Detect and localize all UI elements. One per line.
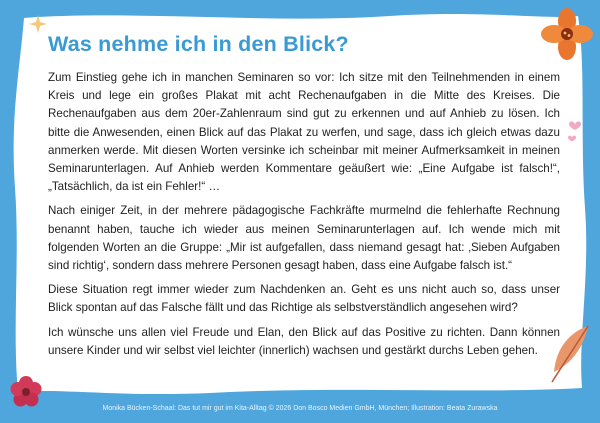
page-title: Was nehme ich in den Blick? <box>48 32 349 56</box>
feather-icon <box>548 322 596 386</box>
content-card <box>10 8 590 399</box>
footer-credit: Monika Bücken-Schaal: Das tut mir gut im Kita-Alltag © 2026 Don Bosco Medien GmbH, München; Illustration: Beata Zurawska <box>102 405 498 412</box>
orange-flower-icon <box>540 6 594 62</box>
paragraph-1: Zum Einstieg gehe ich in manchen Seminaren so vor: Ich sitze mit den Teilnehmenden in einem Kreis und lege ein großes Plakat mit acht Rechenaufgaben in die Mitte des Kreises. Die Rechenaufgaben aus dem 20er-Zahlenraum sind gut zu erkennen und auf Anhieb zu lösen. Ich bitte die Anwesenden, einen Blick auf das Plakat zu werfen, und sage, dass ich gleich etwas dazu anmerken werde. Mit diesen Worten versinke ich scheinbar mit meiner Aufmerksamkeit in meinen Seminarunterlagen. Auf Anhieb werden Kommentare geäußert wie: „Eine Aufgabe ist falsch!“, „Tatsächlich, da ist ein Fehler!“ … <box>48 71 560 194</box>
heart-icon <box>566 116 584 146</box>
paragraph-3: Diese Situation regt immer wieder zum Nachdenken an. Geht es uns nicht auch so, dass unser Blick spontan auf das Falsche fällt und das Richtige als selbstverständlich angesehen wird? <box>48 283 560 315</box>
paragraph-2: Nach einiger Zeit, in der mehrere pädagogische Fachkräfte murmelnd die fehlerhafte Rechnung benannt haben, tauche ich wieder aus meinen Seminarunterlagen auf. Ich wende mich mit folgenden Worten an die Gruppe: „Mir ist aufgefallen, dass niemand gesagt hat: ‚Sieben Aufgaben sind richtig‘, sondern dass mehrere Personen gesagt haben, dass eine Aufgabe falsch ist.“ <box>48 204 560 273</box>
star-icon <box>28 14 48 34</box>
paragraph-4: Ich wünsche uns allen viel Freude und Elan, den Blick auf das Positive zu richten. Dann können unsere Kinder und wir selbst viel leichter (innerlich) wachsen und gestärkt durchs Leben gehen. <box>48 325 560 357</box>
main-content <box>48 32 560 366</box>
